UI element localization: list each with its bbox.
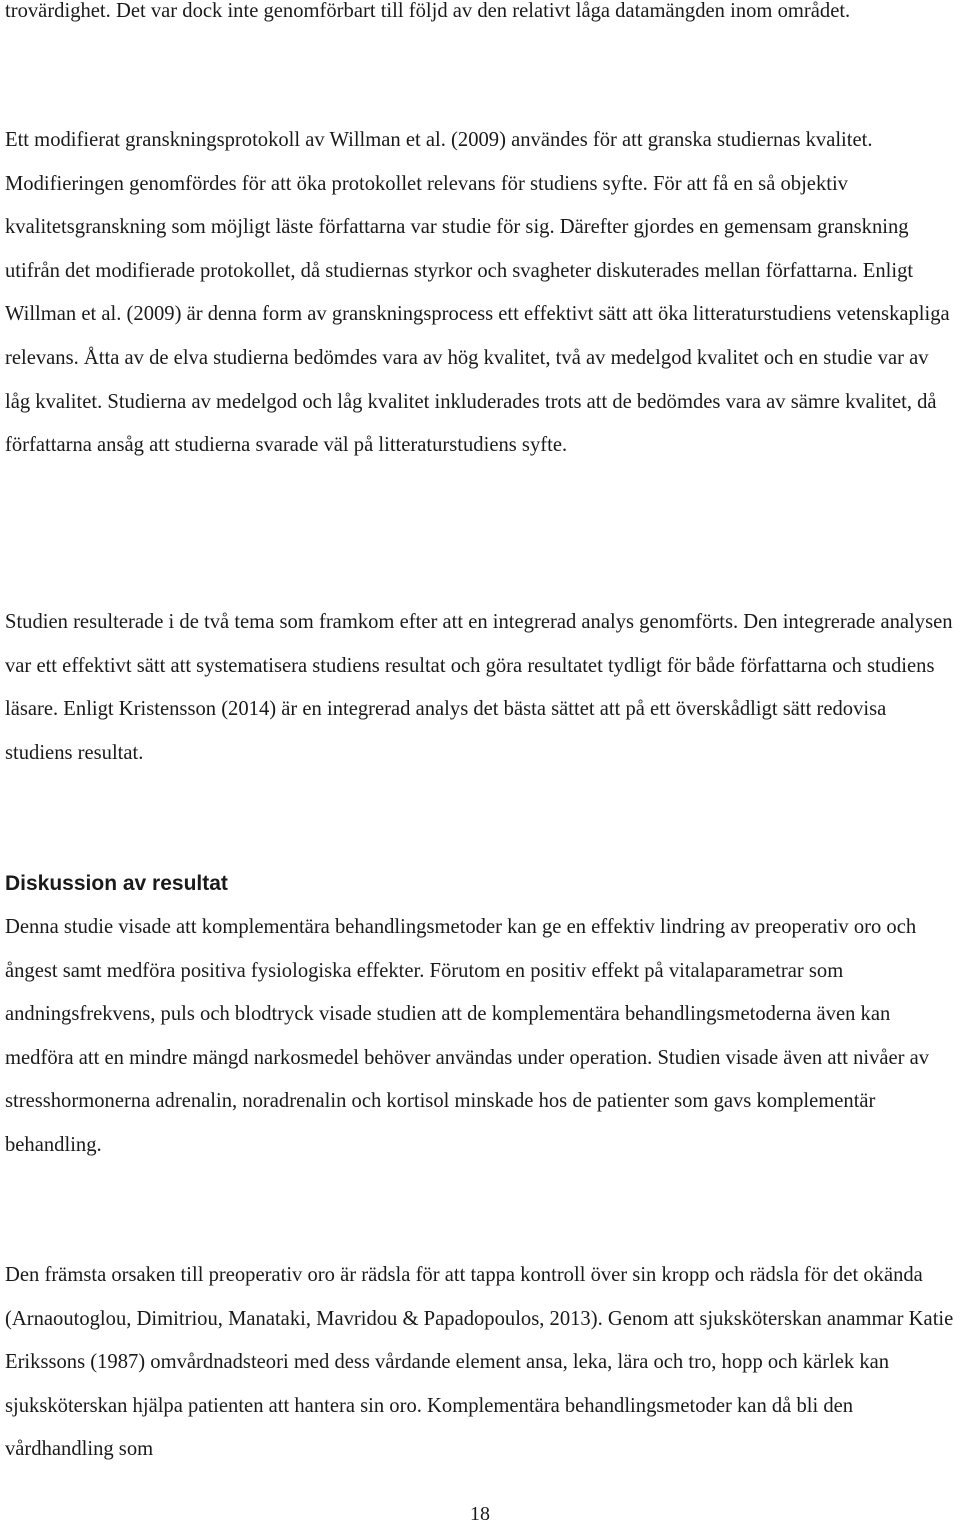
paragraph-quality-review: Ett modifierat granskningsprotokoll av Willman et al. (2009) användes för att granska studiernas kvalitet. Modifieringen genomfördes för att öka protokollet relevans för studiens syfte. För att få en så objektiv kvalitetsgranskning som möjligt läste författarna var studie för sig. Därefter gjordes en gemensam granskning utifrån det modifierade protokollet, då studiernas styrkor och svagheter diskuterades mellan författarna. Enligt Willman et al. (2009) är denna form av granskningsprocess ett effektivt sätt att öka litteraturstudiens vetenskapliga relevans. Åtta av de elva studierna bedömdes vara av hög kvalitet, två av medelgod kvalitet och en studie var av låg kvalitet. Studierna av medelgod och låg kvalitet inkluderades trots att de bedömdes vara av sämre kvalitet, då författarna ansåg att studierna svarade väl på litteraturstudiens syfte. [5, 129, 950, 457]
paragraph-results-discussion: Denna studie visade att komplementära behandlingsmetoder kan ge en effektiv lindring av preoperativ oro och ångest samt medföra positiva fysiologiska effekter. Förutom en positiv effekt på vitalaparametrar som andningsfrekvens, puls och blodtryck visade studien att de komplementära behandlingsmetoderna även kan medföra att en mindre mängd narkosmedel behöver användas under operation. Studien visade även att nivåer av stresshormonerna adrenalin, noradrenalin och kortisol minskade hos de patienter som gavs komplementär behandling. [5, 916, 930, 1156]
paragraph-integrated-analysis: Studien resulterade i de två tema som framkom efter att en integrerad analys genomförts. Den integrerade analysen var ett effektivt sätt att systematisera studiens resultat och göra resultatet tydligt för både författarna och studiens läsare. Enligt Kristensson (2014) är en integrerad analys det bästa sättet att på ett överskådligt sätt redovisa studiens resultat. [5, 611, 953, 764]
paragraph-preoperative-fear: Den främsta orsaken till preoperativ oro är rädsla för att tappa kontroll över sin kropp och rädsla för det okända (Arnaoutoglou, Dimitriou, Manataki, Mavridou & Papadopoulos, 2013). Genom att sjuksköterskan anammar Katie Erikssons (1987) omvårdnadsteori med dess vårdande element ansa, leka, lära och tro, hopp och kärlek kan sjuksköterskan hjälpa patienten att hantera sin oro. Komplementära behandlingsmetoder kan då bli den vårdhandling som [5, 1264, 954, 1461]
section-heading: Diskussion av resultat [5, 872, 228, 895]
page-number: 18 [470, 1503, 490, 1525]
paragraph-continuation: trovärdighet. Det var dock inte genomförbart till följd av den relativt låga datamängden inom området. [5, 0, 851, 22]
